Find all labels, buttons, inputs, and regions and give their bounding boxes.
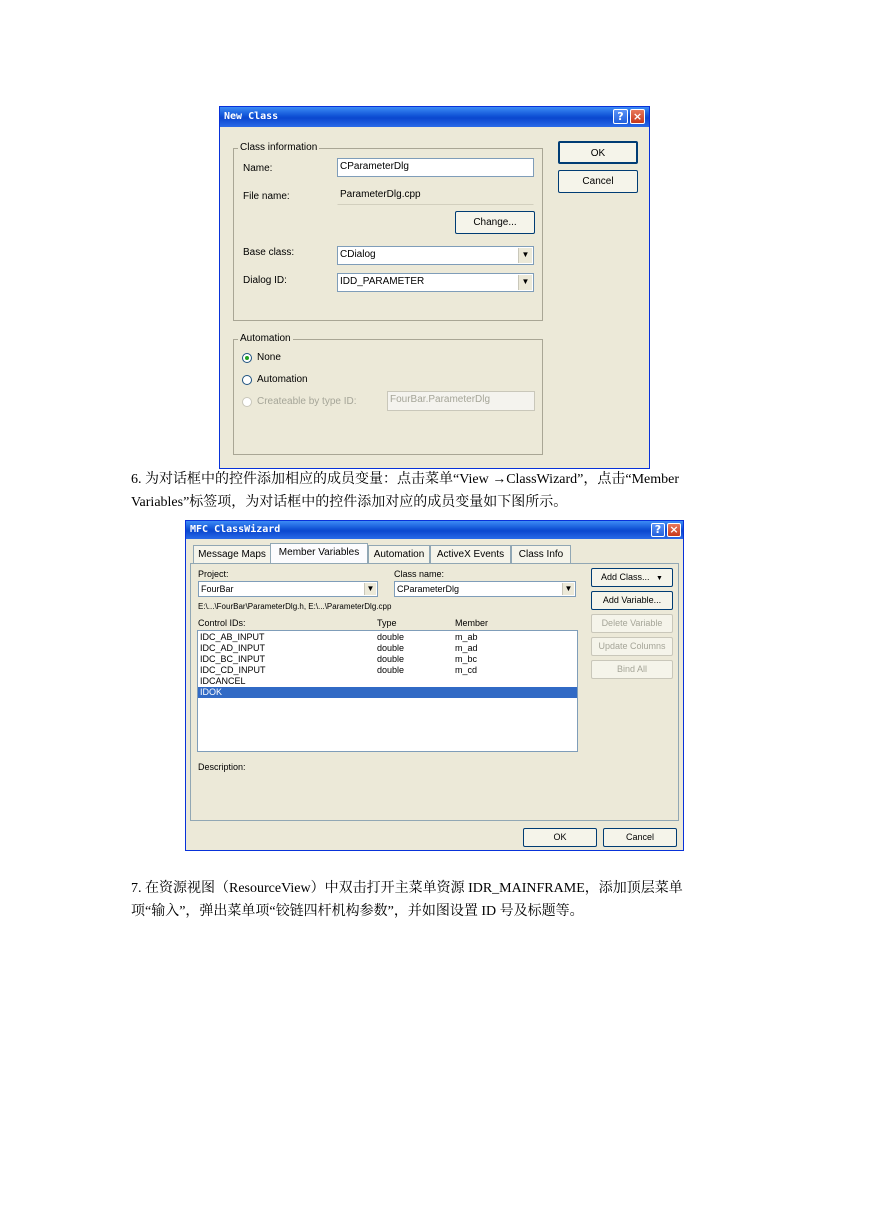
base-class-value: CDialog xyxy=(340,249,376,260)
dialog-id-combo[interactable] xyxy=(337,273,534,292)
base-class-combo[interactable] xyxy=(337,246,534,265)
name-input[interactable]: CParameterDlg xyxy=(337,158,534,177)
delete-variable-button: Delete Variable xyxy=(591,614,673,633)
file-name-value: ParameterDlg.cpp xyxy=(337,186,534,205)
table-row-selected[interactable] xyxy=(198,687,577,698)
radio-none[interactable] xyxy=(242,353,252,363)
tab-message-maps[interactable]: Message Maps xyxy=(193,545,271,563)
radio-createable xyxy=(242,397,252,407)
step6-line1: 6. 为对话框中的控件添加相应的成员变量：点击菜单“View →ClassWizard”，点击“Member xyxy=(131,472,680,487)
row-member: m_cd xyxy=(455,665,478,675)
tab-activex-events[interactable]: ActiveX Events xyxy=(430,545,511,563)
ok-button[interactable]: OK xyxy=(523,828,597,847)
chevron-down-icon[interactable]: ▼ xyxy=(364,583,376,595)
type-id-input: FourBar.ParameterDlg xyxy=(387,391,535,411)
row-id: IDCANCEL xyxy=(200,676,246,686)
dialog-id-label: Dialog ID: xyxy=(243,275,287,286)
control-ids-label: Control IDs: xyxy=(198,618,246,628)
step7-line1: 7. 在资源视图（ResourceView）中双击打开主菜单资源 IDR_MAINFRAME，添加顶层菜单 xyxy=(131,881,683,896)
update-columns-button: Update Columns xyxy=(591,637,673,656)
chevron-down-icon[interactable]: ▼ xyxy=(518,275,532,290)
dialog-id-value: IDD_PARAMETER xyxy=(340,276,425,287)
table-row[interactable] xyxy=(198,632,577,643)
radio-automation[interactable] xyxy=(242,375,252,385)
member-header: Member xyxy=(455,618,489,628)
row-member: m_ad xyxy=(455,643,478,653)
table-row[interactable] xyxy=(198,654,577,665)
class-information-label: Class information xyxy=(240,142,318,153)
file-name-label: File name: xyxy=(243,191,290,202)
table-row[interactable] xyxy=(198,676,577,687)
ok-button[interactable]: OK xyxy=(558,141,638,164)
help-icon[interactable]: ? xyxy=(651,523,665,537)
row-id: IDC_AD_INPUT xyxy=(200,643,266,653)
description-label: Description: xyxy=(198,762,246,772)
step7-line2: 项“输入”，弹出菜单项“铰链四杆机构参数”，并如图设置 ID 号及标题等。 xyxy=(131,904,584,919)
control-ids-list[interactable] xyxy=(197,630,578,752)
project-label: Project: xyxy=(198,569,229,579)
change-button[interactable]: Change... xyxy=(455,211,535,234)
close-icon[interactable]: × xyxy=(667,523,681,537)
classwizard-title: MFC ClassWizard xyxy=(190,524,281,535)
table-row[interactable] xyxy=(198,665,577,676)
table-row[interactable] xyxy=(198,643,577,654)
automation-group-label: Automation xyxy=(240,333,291,344)
class-name-value: CParameterDlg xyxy=(397,584,460,594)
row-id: IDC_AB_INPUT xyxy=(200,632,265,642)
add-variable-button[interactable]: Add Variable... xyxy=(591,591,673,610)
row-id: IDOK xyxy=(200,687,223,697)
chevron-down-icon[interactable]: ▼ xyxy=(518,248,532,263)
row-type: double xyxy=(377,665,405,675)
class-name-combo[interactable] xyxy=(394,581,576,597)
row-member: m_bc xyxy=(455,654,478,664)
row-id: IDC_CD_INPUT xyxy=(200,665,266,675)
row-member: m_ab xyxy=(455,632,478,642)
row-type: double xyxy=(377,643,405,653)
radio-none-label: None xyxy=(257,352,281,363)
path-text: E:\...\FourBar\ParameterDlg.h, E:\...\ParameterDlg.cpp xyxy=(198,602,392,611)
class-name-label: Class name: xyxy=(394,569,445,579)
project-combo[interactable] xyxy=(198,581,378,597)
bind-all-button: Bind All xyxy=(591,660,673,679)
new-class-title: New Class xyxy=(224,111,279,122)
radio-automation-label: Automation xyxy=(257,374,308,385)
step6-line2: Variables”标签项，为对话框中的控件添加对应的成员变量如下图所示。 xyxy=(131,495,568,510)
tab-class-info[interactable]: Class Info xyxy=(511,545,571,563)
radio-createable-label: Createable by type ID: xyxy=(257,396,357,407)
row-id: IDC_BC_INPUT xyxy=(200,654,266,664)
classwizard-dialog xyxy=(185,520,684,851)
tab-member-variables[interactable]: Member Variables xyxy=(270,543,368,563)
chevron-down-icon[interactable]: ▼ xyxy=(562,583,574,595)
help-icon[interactable]: ? xyxy=(613,109,628,124)
new-class-dialog xyxy=(219,106,650,469)
tab-strip xyxy=(193,545,673,565)
add-class-button[interactable] xyxy=(591,568,673,587)
close-icon[interactable]: × xyxy=(630,109,645,124)
new-class-titlebar xyxy=(220,107,649,127)
chevron-down-icon: ▼ xyxy=(656,575,663,582)
row-type: double xyxy=(377,632,405,642)
row-type: double xyxy=(377,654,405,664)
name-label: Name: xyxy=(243,163,273,174)
add-class-label: Add Class... xyxy=(601,572,650,582)
classwizard-titlebar xyxy=(186,521,683,539)
tab-automation[interactable]: Automation xyxy=(368,545,430,563)
type-header: Type xyxy=(377,618,397,628)
cancel-button[interactable]: Cancel xyxy=(558,170,638,193)
project-value: FourBar xyxy=(201,584,234,594)
cancel-button[interactable]: Cancel xyxy=(603,828,677,847)
base-class-label: Base class: xyxy=(243,247,295,258)
